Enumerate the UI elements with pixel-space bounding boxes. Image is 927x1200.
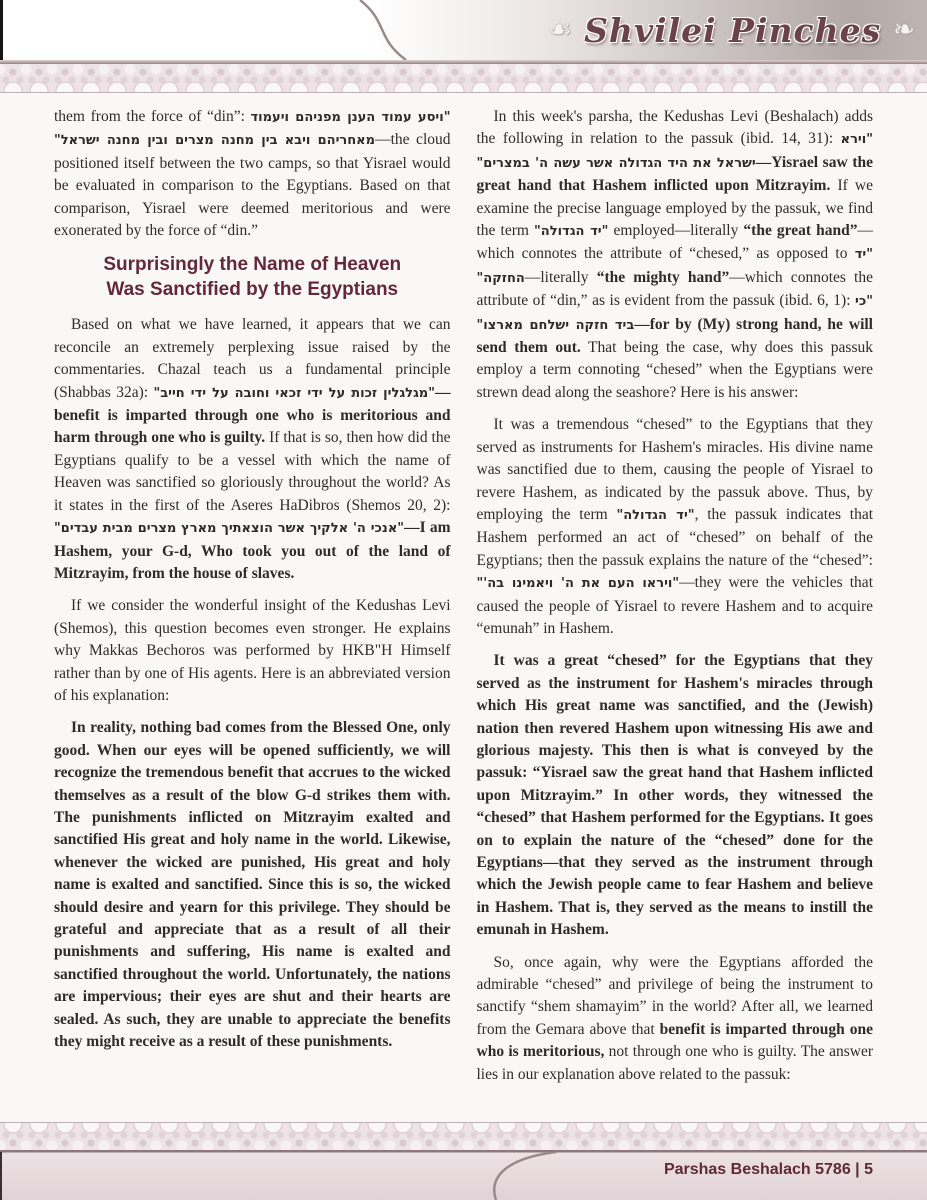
section-heading-line1: Surprisingly the Name of Heaven [103, 254, 402, 276]
paragraph [477, 106, 874, 404]
text-run: , the passuk indicates that Hashem performed an act of “chesed” on behalf of the Egyptians; then the passuk explains the nature of the “chesed”: [476, 505, 874, 569]
paragraph [477, 414, 874, 640]
paragraph [477, 650, 874, 941]
text-run: It was a great “chesed” for the Egyptians that they served as the instrument for Hashem's miracles through which His great name was sanctified, and the (Jewish) nation then revered Hashem upon witnessing His awe and glorious majesty. This then is what is conveyed by the passuk: “Yisrael saw the great hand that Hashem inflicted upon Mitzrayim.” In other words, they witnessed the “chesed” that Hashem performed for the Egyptians. It goes on to explain the nature of the “chesed” done for the Egyptians—that they served as the instrument through which the Jewish people came to fear Hashem and believe in Hashem. That is, they served as the means to instill the emunah in Hashem. [476, 652, 873, 939]
hebrew-text-run: "כי ביד חזקה ישלחם מארצו" [476, 294, 873, 333]
text-run: them from the force of “din”: [54, 108, 251, 125]
paragraph [54, 717, 451, 1053]
hebrew-text-run: "ויסע עמוד הענן מפניהם ויעמוד מאחריהם ויבא בין מחנה מצרים ובין מחנה ישראל" [54, 110, 451, 149]
text-run: —Yisrael saw the great hand that Hashem inflicted upon Mitzrayim. [476, 153, 873, 195]
text-run: Based on what we have learned, it appears that we can reconcile an extremely perplexing issue raised by the commentaries. Chazal teach us a fundamental principle (Shabbas 32a): [54, 316, 451, 401]
hebrew-text-run: "מגלגלין זכות על ידי זכאי וחובה על ידי חייב" [153, 385, 435, 401]
right-swirl-ornament-icon: ❧ [893, 15, 915, 45]
text-run: —I am Hashem, your G-d, Who took you out of the land of Mitzrayim, from the house of slaves. [54, 519, 451, 582]
hebrew-text-run: "יד הגדולה" [534, 224, 609, 240]
paragraph [54, 106, 451, 242]
text-run: employed—literally [608, 222, 744, 240]
text-run: —benefit is imparted through one who is meritorious and harm through one who is guilty. [54, 383, 451, 447]
text-run: In reality, nothing bad comes from the Blessed One, only good. When our eyes will be opened sufficiently, we will recognize the tremendous benefit that accrues to the wicked themselves as a result of the blow G-d strikes them with. The punishments inflicted on Mitzrayim exalted and sanctified His great and holy name in the world. Likewise, whenever the wicked are punished, His great and holy name is exalted and sanctified. Since this is so, the wicked should desire and yearn for this privilege. They should be grateful and appreciate that as a result of all their punishments and suffering, His name is exalted and sanctified throughout the world. Unfortunately, the nations are impervious; their eyes are shut and their hearts are sealed. As such, they are unable to appreciate the benefits they might receive as a result of these punishments. [54, 719, 451, 1051]
left-column [54, 106, 451, 1122]
left-edge-line [0, 0, 3, 60]
right-column [477, 106, 874, 1122]
left-swirl-ornament-icon: ☙ [548, 15, 573, 45]
text-run: —which connotes the attribute of “din,” as is evident from the passuk (ibid. 6, 1): [476, 268, 873, 310]
page-body [0, 93, 927, 1122]
text-run: If we consider the wonderful insight of the Kedushas Levi (Shemos), this question becomes even stronger. He explains why Makkas Bechoros was performed by HKB"H Himself rather than by one of His agents. Here is an abbreviated version of his explanation: [54, 597, 451, 704]
text-run: “the great hand” [743, 222, 858, 240]
masthead [549, 0, 915, 60]
text-run: —they were the vehicles that caused the people of Yisrael to revere Hashem and to acquire “emunah” in Hashem. [476, 574, 873, 637]
text-run: So, once again, why were the Egyptians afforded the admirable “chesed” and privilege of being the instrument to sanctify “shem shamayim” in the world? After all, we learned from the Gemara above that [476, 953, 873, 1038]
text-run: If we examine the precise language employed by the passuk, we find the term [476, 177, 873, 240]
text-run: —literally [524, 268, 597, 286]
left-edge-line-bottom [0, 1152, 2, 1200]
footer-page-label: Parshas Beshalach 5786 | 5 [663, 1161, 873, 1178]
publication-title: Shvilei Pinches [584, 10, 882, 50]
text-run: —the cloud positioned itself between the two camps, so that Yisrael would be evaluated in comparison to the Egyptians. Based on that comparison, Yisrael were deemed meritorious and were exonerated by the force of “din.” [54, 131, 451, 240]
paragraph [54, 314, 451, 585]
paragraph [54, 595, 451, 707]
hebrew-text-run: "יד הגדולה" [616, 507, 695, 523]
text-run: If that is so, then how did the Egyptians qualify to be a vessel with which the name of Heaven was sanctified so gloriously throughout the world? As it states in the first of the Aseres HaDibros (Shemos 20, 2): [54, 429, 451, 514]
footer-curve-decoration [478, 1152, 564, 1200]
text-run: —for by (My) strong hand, he will send them out. [476, 315, 873, 357]
text-run: It was a tremendous “chesed” to the Egyptians that they served as instruments for Hashem's miracles. His divine name was sanctified due to them, causing the people of Yisrael to revere Hashem, as indicated by the passuk above. Thus, by employing the term [476, 416, 873, 523]
lace-border-top [0, 64, 927, 93]
hebrew-text-run: "וירא ישראל את היד הגדולה אשר עשה ה' במצרים" [476, 132, 873, 171]
text-run: “the mighty hand” [596, 268, 730, 286]
hebrew-text-run: "ויראו העם את ה' ויאמינו בה'" [476, 576, 680, 592]
page-footer [0, 1150, 927, 1200]
header-curve-decoration [348, 0, 420, 60]
paragraph [477, 952, 874, 1086]
section-heading [54, 252, 451, 302]
hebrew-text-run: "אנכי ה' אלקיך אשר הוצאתיך מארץ מצרים מבית עבדים" [54, 521, 405, 537]
lace-border-bottom [0, 1122, 927, 1151]
text-run: In this week's parsha, the Kedushas Levi (Beshalach) adds the following in relation to the passuk (ibid. 14, 31): [476, 108, 873, 148]
page-header [0, 0, 927, 60]
text-run: not through one who is guilty. The answer lies in our explanation above related to the passuk: [476, 1043, 873, 1083]
text-run: —which connotes the attribute of “chesed,” as opposed to [476, 222, 874, 263]
text-run: That being the case, why does this passuk employ a term connoting “chesed” when the Egyptians were strewn dead along the seashore? Here is his answer: [476, 339, 873, 401]
hebrew-text-run: "יד החזקה" [476, 247, 873, 286]
section-heading-line2: Was Sanctified by the Egyptians [106, 279, 399, 301]
text-run: benefit is imparted through one who is meritorious, [476, 1020, 873, 1061]
